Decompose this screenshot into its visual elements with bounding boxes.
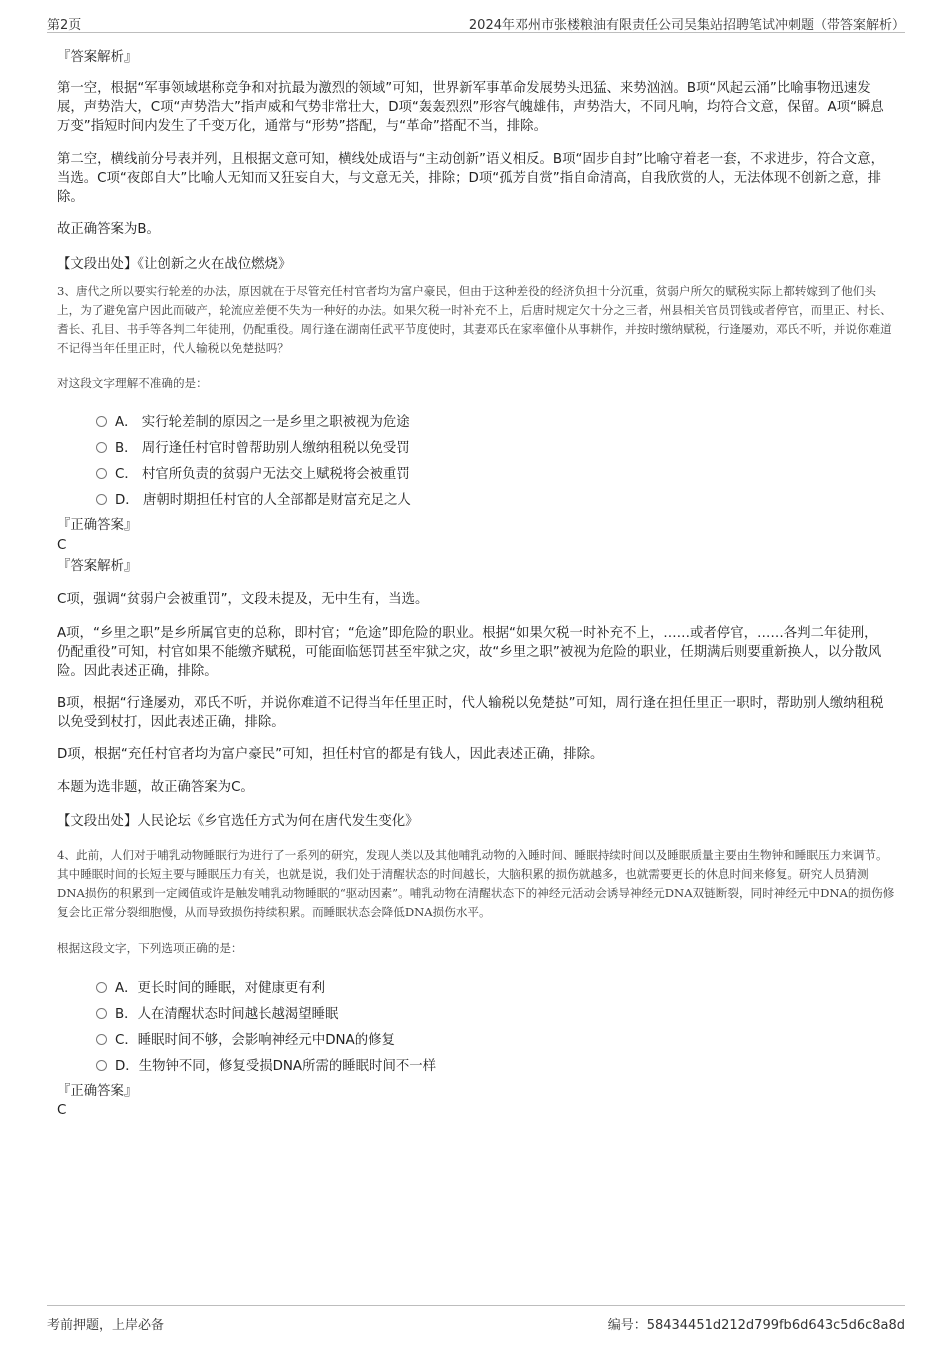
q2-analysis-para2: 第二空，横线前分号表并列，且根据文意可知，横线处成语与“主动创新”语义相反。B项“固步自封”比喻守着老一套，不求进步，符合文意，当选。C项“夜郎自大”比喻人无知而又狂妄自大，与文意无关，排除；D项“孤芳自赏”指自命清高，自我欣赏的人，无法体现不创新之意，排除。: [57, 152, 884, 205]
document-title: 2024年邓州市张楼粮油有限责任公司吴集站招聘笔试冲刺题（带答案解析）: [468, 18, 905, 33]
option-label: D． 唐朝时期担任村官的人全部都是财富充足之人: [115, 493, 411, 508]
q2-analysis-heading: 『答案解析』: [57, 50, 138, 65]
q4-option-a[interactable]: [96, 977, 325, 996]
option-label: A．更长时间的睡眠，对健康更有利: [115, 981, 326, 996]
footer-slogan: 考前押题，上岸必备: [47, 1318, 165, 1333]
q3-passage: 3、唐代之所以要实行轮差的办法，原因就在于尽管充任村官者均为富户豪民，但由于这种差役的经济负担十分沉重，贫弱户所欠的赋税实际上都转嫁到了他们头上，为了避免富户因此而破产，轮流应差便不失为一种好的办法。如果欠税一时补充不上，后唐时规定欠十分之三者，州县相关官员罚钱或者停官，而里正、村长、耆长、孔目、书手等各判二年徒刑，仍配重役。周行逢在湖南任武平节度使时，其妻邓氏在家率僮仆从事耕作，并按时缴纳赋税，行逢屡劝，邓氏不听，并说你难道不记得当年任里正时，代人输税以免楚挞吗？: [57, 284, 892, 355]
radio-icon[interactable]: [96, 1034, 107, 1045]
radio-icon[interactable]: [96, 442, 107, 453]
radio-icon[interactable]: [96, 1060, 107, 1071]
q3-answer-heading: 『正确答案』: [57, 518, 138, 533]
q4-passage: 4、此前，人们对于哺乳动物睡眠行为进行了一系列的研究，发现人类以及其他哺乳动物的入睡时间、睡眠持续时间以及睡眠质量主要由生物钟和睡眠压力来调节。其中睡眠时间的长短主要与睡眠压力有关，也就是说，我们处于清醒状态的时间越长，大脑积累的损伤就越多，也就需要更长的休息时间来修复。研究人员猜测DNA损伤的积累到一定阈值或许是触发哺乳动物睡眠的“驱动因素”。哺乳动物在清醒状态下的神经元活动会诱导神经元DNA双链断裂，同时神经元中DNA的损伤修复会比正常分裂细胞慢，从而导致损伤持续积累。而睡眠状态会降低DNA损伤水平。: [57, 848, 895, 919]
page-header: [47, 14, 905, 33]
q3-stem: 对这段文字理解不准确的是：: [57, 376, 208, 390]
option-label: D．生物钟不同，修复受损DNA所需的睡眠时间不一样: [115, 1059, 437, 1074]
q4-option-b[interactable]: [96, 1003, 338, 1022]
q3-option-d[interactable]: [96, 489, 411, 508]
option-label: A． 实行轮差制的原因之一是乡里之职被视为危途: [115, 415, 410, 430]
q3-option-b[interactable]: [96, 437, 410, 456]
q2-source: 【文段出处】《让创新之火在战位燃烧》: [57, 257, 292, 272]
q3-option-c[interactable]: [96, 463, 410, 482]
radio-icon[interactable]: [96, 1008, 107, 1019]
q3-conclusion: 本题为选非题，故正确答案为C。: [57, 780, 254, 795]
q4-answer-heading: 『正确答案』: [57, 1084, 138, 1099]
radio-icon[interactable]: [96, 468, 107, 479]
page-footer: [47, 1305, 905, 1333]
q3-analysis-a: A项，“乡里之职”是乡所属官吏的总称，即村官；“危途”即危险的职业。根据“如果欠税一时补充不上，……或者停官，……各判二年徒刑，仍配重役”可知，村官如果不能缴齐赋税，可能面临惩罚甚至牢狱之灾，故“乡里之职”被视为危险的职业，任期满后则要重新换人，以分散风险。因此表述正确，排除。: [57, 626, 882, 679]
option-label: C．睡眠时间不够，会影响神经元中DNA的修复: [115, 1033, 395, 1048]
q3-answer: C: [57, 538, 67, 553]
q4-option-c[interactable]: [96, 1029, 395, 1048]
option-label: B． 周行逢任村官时曾帮助别人缴纳租税以免受罚: [115, 441, 410, 456]
q3-analysis-c: C项，强调“贫弱户会被重罚”，文段未提及，无中生有，当选。: [57, 592, 429, 607]
q3-analysis-b: B项，根据“行逢屡劝，邓氏不听，并说你难道不记得当年任里正时，代人输税以免楚挞”可知，周行逢在担任里正一职时，帮助别人缴纳租税以免受到杖打，因此表述正确，排除。: [57, 696, 884, 730]
option-label: B．人在清醒状态时间越长越渴望睡眠: [115, 1007, 339, 1022]
q3-analysis-heading: 『答案解析』: [57, 559, 138, 574]
q4-stem: 根据这段文字，下列选项正确的是：: [57, 941, 243, 955]
q4-answer: C: [57, 1103, 67, 1118]
radio-icon[interactable]: [96, 982, 107, 993]
radio-icon[interactable]: [96, 416, 107, 427]
q3-option-a[interactable]: [96, 411, 410, 430]
q3-analysis-d: D项，根据“充任村官者均为富户豪民”可知，担任村官的都是有钱人，因此表述正确，排除。: [57, 747, 604, 762]
option-label: C． 村官所负责的贫弱户无法交上赋税将会被重罚: [115, 467, 410, 482]
page-number: 第2页: [47, 18, 82, 33]
q2-analysis-para1: 第一空，根据“军事领域堪称竞争和对抗最为激烈的领域”可知，世界新军事革命发展势头迅猛、来势汹汹。B项“风起云涌”比喻事物迅速发展，声势浩大，C项“声势浩大”指声威和气势非常壮大，D项“轰轰烈烈”形容气魄雄伟，声势浩大，不同凡响，均符合文意，保留。A项“瞬息万变”指短时间内发生了千变万化，通常与“形势”搭配，与“革命”搭配不当，排除。: [57, 81, 884, 134]
radio-icon[interactable]: [96, 494, 107, 505]
document-serial: 编号：58434451d212d799fb6d643c5d6c8a8d: [607, 1318, 905, 1333]
q4-option-d[interactable]: [96, 1055, 436, 1074]
q3-source: 【文段出处】人民论坛《乡官选任方式为何在唐代发生变化》: [57, 814, 419, 829]
q2-conclusion: 故正确答案为B。: [57, 222, 160, 237]
